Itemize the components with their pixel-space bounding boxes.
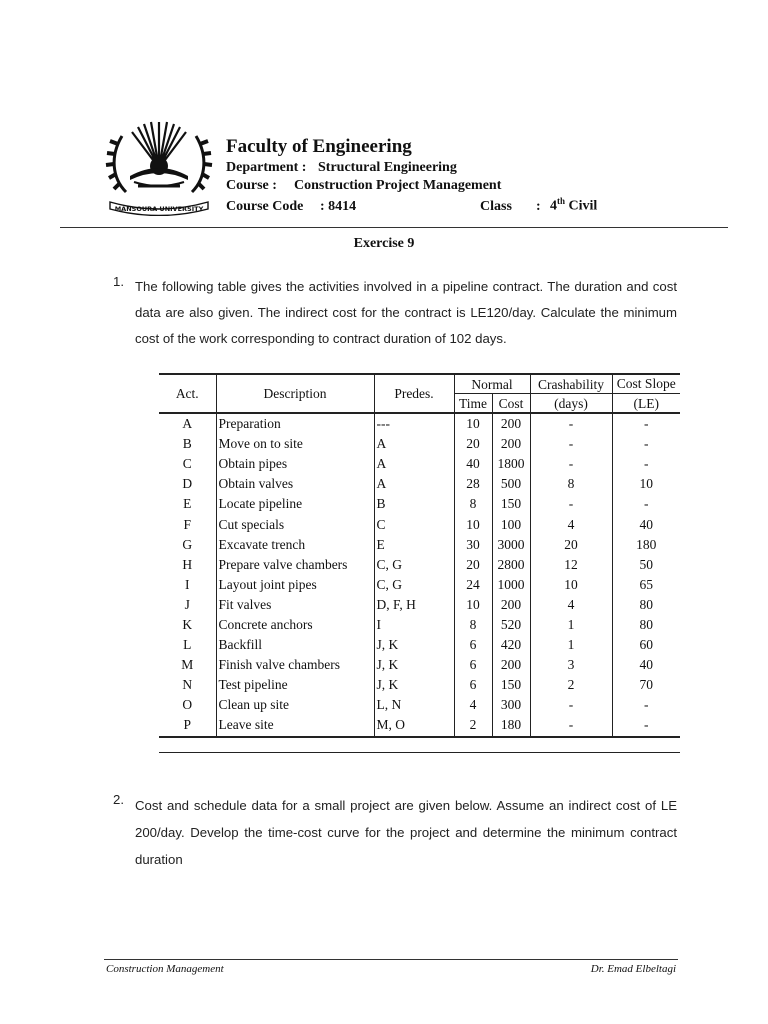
cell-cost: 200: [492, 434, 530, 454]
department-label: Department :: [226, 160, 307, 175]
cell-cost-slope: -: [612, 434, 680, 454]
cell-description: Obtain pipes: [216, 454, 374, 474]
faculty-title: Faculty of Engineering: [226, 136, 412, 157]
cell-predecessors: I: [374, 615, 454, 635]
cell-predecessors: A: [374, 434, 454, 454]
cell-act: L: [183, 637, 192, 653]
cell-cost: 150: [492, 494, 530, 514]
table-row: [159, 615, 680, 635]
cell-description: Layout joint pipes: [216, 575, 374, 595]
cell-description: Backfill: [216, 635, 374, 655]
cell-cost: 520: [492, 615, 530, 635]
cell-description: Test pipeline: [216, 675, 374, 695]
cell-crashability: -: [530, 454, 612, 474]
cell-crashability: 4: [530, 514, 612, 534]
cell-crashability: 10: [530, 575, 612, 595]
question-2-number: 2.: [113, 792, 124, 807]
cell-time: 10: [454, 595, 492, 615]
header-normal: Normal: [454, 374, 530, 394]
cell-description: Concrete anchors: [216, 615, 374, 635]
cell-cost: 1800: [492, 454, 530, 474]
cell-cost: 200: [492, 655, 530, 675]
cell-predecessors: A: [374, 474, 454, 494]
header-predecessors: Predes.: [374, 374, 454, 413]
cell-predecessors: C, G: [374, 575, 454, 595]
cell-description: Fit valves: [216, 595, 374, 615]
cell-cost-slope: -: [612, 494, 680, 514]
cell-time: 8: [454, 494, 492, 514]
question-1-number: 1.: [113, 274, 124, 289]
cell-crashability: 3: [530, 655, 612, 675]
cell-crashability: -: [530, 695, 612, 715]
question-1-text: The following table gives the activities involved in a pipeline contract. The duration and cost data are also given. The indirect cost for the contract is LE120/day. Calculate the minimum cost of the work corresponding to contract duration of 102 days.: [135, 279, 677, 346]
table-row: [159, 655, 680, 675]
table-row: [159, 413, 680, 434]
cell-act: P: [159, 715, 216, 736]
class-number: 4: [550, 198, 557, 214]
cell-cost: 200: [492, 595, 530, 615]
cell-time: 10: [454, 514, 492, 534]
cell-predecessors: C: [374, 514, 454, 534]
cell-description: Preparation: [216, 413, 374, 434]
table-row: [159, 715, 680, 736]
table-bottom-rule: [159, 752, 680, 753]
class-label: Class: [480, 198, 512, 214]
cell-time: 20: [454, 555, 492, 575]
cell-time: 2: [454, 715, 492, 736]
course-code-label: Course Code: [226, 198, 304, 214]
table-row: [159, 494, 680, 514]
table-row: [159, 635, 680, 655]
cell-predecessors: ---: [374, 413, 454, 434]
cell-act: K: [182, 616, 193, 632]
cell-cost: 2800: [492, 555, 530, 575]
cell-cost-slope: 65: [612, 575, 680, 595]
cell-description: Clean up site: [216, 695, 374, 715]
department-line: [226, 160, 457, 176]
header-cost: Cost: [492, 394, 530, 414]
class-rest: Civil: [565, 198, 598, 214]
cell-cost-slope: 80: [612, 595, 680, 615]
cell-act: B: [182, 436, 192, 452]
table-row: [159, 555, 680, 575]
cell-time: 6: [454, 655, 492, 675]
cell-crashability: -: [530, 715, 612, 736]
cell-predecessors: M, O: [374, 715, 454, 736]
cell-description: Cut specials: [216, 514, 374, 534]
cell-crashability: -: [530, 494, 612, 514]
cell-predecessors: A: [374, 454, 454, 474]
cell-time: 40: [454, 454, 492, 474]
cell-time: 6: [454, 635, 492, 655]
cell-crashability: 20: [530, 535, 612, 555]
cell-crashability: 8: [530, 474, 612, 494]
header-divider: [60, 227, 728, 228]
header-act: Act.: [159, 374, 216, 413]
cell-description: Excavate trench: [216, 535, 374, 555]
cell-cost: 1000: [492, 575, 530, 595]
cell-time: 30: [454, 535, 492, 555]
footer-divider: [104, 959, 678, 960]
cell-cost-slope: 70: [612, 675, 680, 695]
cell-act: M: [181, 657, 194, 673]
cell-cost-slope: 40: [612, 514, 680, 534]
table-row: [159, 675, 680, 695]
cell-cost: 500: [492, 474, 530, 494]
cell-cost: 200: [492, 413, 530, 434]
header-time: Time: [454, 394, 492, 414]
cell-description: Move on to site: [216, 434, 374, 454]
cell-predecessors: L, N: [374, 695, 454, 715]
table-row: [159, 535, 680, 555]
table-row: [159, 434, 680, 454]
exercise-title: Exercise 9: [353, 236, 415, 251]
cell-cost-slope: 80: [612, 615, 680, 635]
cell-time: 28: [454, 474, 492, 494]
cell-time: 10: [454, 413, 492, 434]
cell-act: D: [182, 476, 193, 492]
cell-cost: 3000: [492, 535, 530, 555]
cell-time: 6: [454, 675, 492, 695]
cell-cost: 150: [492, 675, 530, 695]
cell-cost-slope: 40: [612, 655, 680, 675]
department-value: Structural Engineering: [318, 160, 457, 175]
class-separator: :: [536, 198, 541, 214]
cell-cost: 180: [492, 715, 530, 736]
course-label: Course :: [226, 178, 277, 193]
cell-act: E: [183, 496, 192, 512]
cell-act: H: [182, 556, 193, 572]
table-row: [159, 695, 680, 715]
cell-cost-slope: -: [612, 413, 680, 434]
cell-predecessors: E: [374, 535, 454, 555]
header-crashability: Crashability: [530, 374, 612, 394]
cell-crashability: 1: [530, 635, 612, 655]
cell-cost: 100: [492, 514, 530, 534]
cell-predecessors: D, F, H: [374, 595, 454, 615]
course-code-value: : 8414: [320, 198, 357, 214]
cell-time: 4: [454, 695, 492, 715]
cell-cost: 420: [492, 635, 530, 655]
cell-act: A: [182, 416, 193, 432]
header-days: (days): [530, 394, 612, 414]
table-row: [159, 514, 680, 534]
cell-crashability: -: [530, 434, 612, 454]
cell-act: C: [182, 456, 192, 472]
cell-cost-slope: 60: [612, 635, 680, 655]
cell-cost-slope: 10: [612, 474, 680, 494]
header-cost-slope: Cost Slope: [612, 374, 680, 394]
cell-cost-slope: -: [612, 454, 680, 474]
cell-act: G: [182, 536, 193, 552]
cell-cost-slope: 180: [612, 535, 680, 555]
question-2-text: Cost and schedule data for a small project are given below. Assume an indirect cost of LE 200/day. Develop the time-cost curve for the project and determine the minimum contract duration: [135, 798, 677, 867]
cell-act: O: [182, 697, 193, 713]
table-row: [159, 454, 680, 474]
cell-crashability: 1: [530, 615, 612, 635]
cell-time: 24: [454, 575, 492, 595]
header-description: Description: [216, 374, 374, 413]
cell-crashability: 4: [530, 595, 612, 615]
cell-description: Locate pipeline: [216, 494, 374, 514]
cell-act: F: [183, 516, 191, 532]
cell-time: 20: [454, 434, 492, 454]
cell-predecessors: J, K: [374, 675, 454, 695]
cell-cost-slope: -: [612, 695, 680, 715]
university-seal-logo: [104, 116, 214, 216]
cell-predecessors: J, K: [374, 635, 454, 655]
cell-cost: 300: [492, 695, 530, 715]
seal-lettering: MANSOURA UNIVERSITY: [114, 205, 204, 213]
cell-cost-slope: -: [612, 715, 680, 736]
cell-act: I: [185, 576, 190, 592]
cell-predecessors: C, G: [374, 555, 454, 575]
cell-predecessors: B: [374, 494, 454, 514]
cell-crashability: -: [530, 413, 612, 434]
table-row: [159, 595, 680, 615]
cell-description: Finish valve chambers: [216, 655, 374, 675]
cell-act: N: [182, 677, 193, 693]
course-code-line: [226, 196, 597, 215]
cell-predecessors: J, K: [374, 655, 454, 675]
activities-table: [159, 373, 680, 738]
cell-crashability: 12: [530, 555, 612, 575]
course-line: [226, 178, 501, 194]
table-row: [159, 575, 680, 595]
cell-act: J: [184, 596, 190, 612]
cell-crashability: 2: [530, 675, 612, 695]
course-value: Construction Project Management: [294, 178, 502, 193]
class-suffix: th: [557, 196, 566, 206]
header-le: (LE): [612, 394, 680, 414]
cell-description: Leave site: [216, 715, 374, 736]
cell-cost-slope: 50: [612, 555, 680, 575]
footer-left: Construction Management: [106, 963, 224, 975]
cell-description: Prepare valve chambers: [216, 555, 374, 575]
cell-time: 8: [454, 615, 492, 635]
cell-description: Obtain valves: [216, 474, 374, 494]
table-row: [159, 474, 680, 494]
footer-right: Dr. Emad Elbeltagi: [590, 963, 676, 975]
